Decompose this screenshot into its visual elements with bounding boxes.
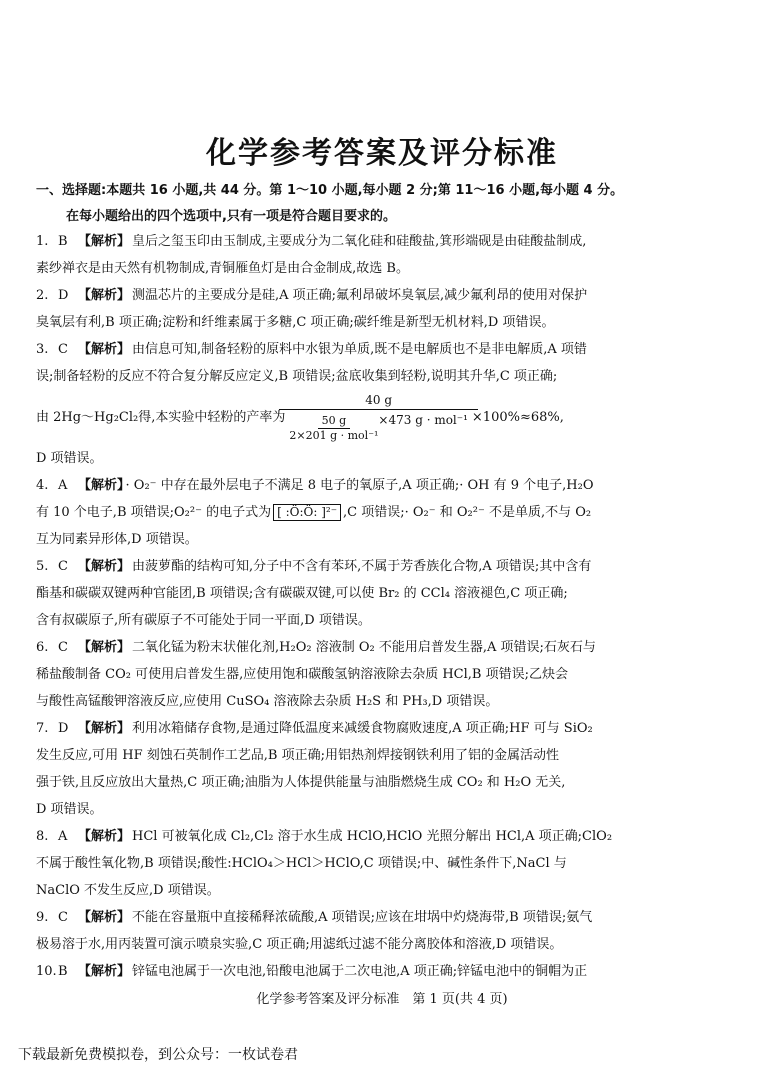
answer-item-6 — [36, 634, 732, 715]
page-footer: 化学参考答案及评分标准 第 1 页(共 4 页) — [256, 992, 508, 1007]
answer-item-8 — [36, 823, 732, 904]
analysis-tag: 【解析】 — [78, 342, 131, 357]
question-number: 8. — [36, 829, 49, 844]
answer-item-5 — [36, 553, 732, 634]
analysis-text: D 项错误。 — [36, 451, 103, 466]
fraction — [289, 392, 468, 443]
fraction-numerator: 40 g — [279, 392, 478, 410]
analysis-text: 锌锰电池属于一次电池,铅酸电池属于二次电池,A 项正确;锌锰电池中的铜帽为正 — [132, 964, 588, 979]
analysis-text: 发生反应,可用 HF 刻蚀石英制作工艺品,B 项正确;用铝热剂焊接钢铁利用了铝的金属活动性 — [36, 748, 559, 763]
inner-numerator: 50 g — [318, 414, 351, 429]
electron-formula: [ :Ö:Ö: ]²⁻ — [273, 504, 341, 521]
question-number: 1. — [36, 234, 49, 249]
inner-fraction — [289, 414, 378, 443]
question-number: 3. — [36, 342, 49, 357]
answer-letter: C — [58, 342, 68, 357]
analysis-text: 与酸性高锰酸钾溶液反应,应使用 CuSO₄ 溶液除去杂质 H₂S 和 PH₃,D 项错误。 — [36, 694, 499, 709]
analysis-tag: 【解析】 — [78, 640, 131, 655]
section-heading — [36, 178, 746, 230]
formula-prefix: 由 2Hg～Hg₂Cl₂得,本实验中轻粉的产率为 — [36, 410, 286, 425]
analysis-tag: 【解析】 — [78, 829, 131, 844]
analysis-text: 由信息可知,制备轻粉的原料中水银为单质,既不是电解质也不是非电解质,A 项错 — [132, 342, 587, 357]
answer-letter: D — [58, 721, 69, 736]
analysis-tag: 【解析】 — [78, 910, 131, 925]
analysis-text: 利用冰箱储存食物,是通过降低温度来减缓食物腐败速度,A 项正确;HF 可与 SiO₂ — [132, 721, 593, 736]
question-number: 9. — [36, 910, 49, 925]
analysis-text: 臭氧层有利,B 项正确;淀粉和纤维素属于多糖,C 项正确;碳纤维是新型无机材料,D 项错误。 — [36, 315, 555, 330]
answer-letter: A — [58, 478, 68, 493]
promo-text: 下载最新免费模拟卷，到公众号：一枚试卷君 — [18, 1047, 298, 1063]
analysis-text: 极易溶于水,用丙装置可演示喷泉实验,C 项正确;用滤纸过滤不能分离胶体和溶液,D 项错误。 — [36, 937, 563, 952]
section-heading-line1: 一、选择题:本题共 16 小题,共 44 分。第 1～10 小题,每小题 2 分;第 11～16 小题,每小题 4 分。 — [36, 183, 624, 198]
analysis-tag: 【解析】 — [78, 478, 124, 493]
question-number: 6. — [36, 640, 49, 655]
question-number: 5. — [36, 559, 49, 574]
formula-suffix: ×100%≈68%, — [471, 410, 564, 425]
analysis-text: 酯基和碳碳双键两种官能团,B 项错误;含有碳碳双键,可以使 Br₂ 的 CCl₄ 溶液褪色,C 项正确; — [36, 586, 568, 601]
inner-denominator: 2×201 g · mol⁻¹ — [289, 429, 379, 442]
section-heading-line2: 在每小题给出的四个选项中,只有一项是符合题目要求的。 — [66, 209, 396, 224]
analysis-text: · O₂⁻ 中存在最外层电子不满足 8 电子的氧原子,A 项正确;· OH 有 9 个电子,H₂O — [125, 478, 594, 493]
analysis-text: 素纱禅衣是由天然有机物制成,青铜雁鱼灯是由合金制成,故选 B。 — [36, 261, 409, 276]
analysis-text: 皇后之玺玉印由玉制成,主要成分为二氧化硅和硅酸盐,箕形端砚是由硅酸盐制成, — [132, 234, 587, 249]
answer-letter: C — [58, 559, 68, 574]
answer-list — [36, 228, 732, 985]
answer-item-1 — [36, 228, 732, 282]
analysis-text: D 项错误。 — [36, 802, 103, 817]
analysis-tag: 【解析】 — [78, 721, 131, 736]
analysis-tag: 【解析】 — [78, 234, 131, 249]
analysis-tag: 【解析】 — [78, 288, 131, 303]
analysis-text: 稀盐酸制备 CO₂ 可使用启普发生器,应使用饱和碳酸氢钠溶液除去杂质 HCl,B 项错误;乙炔会 — [36, 667, 568, 682]
answer-item-9 — [36, 904, 732, 958]
answer-letter: C — [58, 640, 68, 655]
analysis-text: 测温芯片的主要成分是硅,A 项正确;氟利昂破坏臭氧层,减少氟利昂的使用对保护 — [132, 288, 588, 303]
fraction-denominator — [289, 410, 468, 443]
page-title: 化学参考答案及评分标准 — [206, 136, 558, 171]
answer-item-3 — [36, 336, 732, 472]
analysis-text: 不能在容量瓶中直接稀释浓硫酸,A 项错误;应该在坩埚中灼烧海带,B 项错误;氨气 — [132, 910, 593, 925]
analysis-tag: 【解析】 — [78, 559, 131, 574]
answer-item-2 — [36, 282, 732, 336]
question-number: 7. — [36, 721, 49, 736]
analysis-text: 不属于酸性氧化物,B 项错误;酸性:HClO₄＞HCl＞HClO,C 项错误;中、碱性条件下,NaCl 与 — [36, 856, 567, 871]
analysis-text: HCl 可被氧化成 Cl₂,Cl₂ 溶于水生成 HClO,HClO 光照分解出 HCl,A 项正确;ClO₂ — [132, 829, 613, 844]
analysis-text: 误;制备轻粉的反应不符合复分解反应定义,B 项错误;盆底收集到轻粉,说明其升华,C 项正确; — [36, 369, 558, 384]
analysis-text: 由菠萝酯的结构可知,分子中不含有苯环,不属于芳香族化合物,A 项错误;其中含有 — [132, 559, 592, 574]
question-number: 10. — [36, 964, 57, 979]
question-number: 4. — [36, 478, 49, 493]
answer-letter: B — [58, 964, 68, 979]
analysis-text: NaClO 不发生反应,D 项错误。 — [36, 883, 220, 898]
answer-item-10 — [36, 958, 732, 985]
answer-item-4 — [36, 472, 732, 553]
analysis-tag: 【解析】 — [78, 964, 131, 979]
analysis-text: 强于铁,且反应放出大量热,C 项正确;油脂为人体提供能量与油脂燃烧生成 CO₂ 和 H₂O 无关, — [36, 775, 566, 790]
answer-letter: A — [58, 829, 68, 844]
analysis-text: 互为同素异形体,D 项错误。 — [36, 532, 198, 547]
analysis-text: ,C 项错误;· O₂⁻ 和 O₂²⁻ 不是单质,不与 O₂ — [343, 505, 592, 520]
analysis-text: 有 10 个电子,B 项错误;O₂²⁻ 的电子式为 — [36, 505, 272, 520]
answer-item-7 — [36, 715, 732, 823]
answer-letter: D — [58, 288, 69, 303]
question-number: 2. — [36, 288, 49, 303]
denominator-tail: ×473 g · mol⁻¹ — [378, 413, 468, 427]
analysis-text: 含有叔碳原子,所有碳原子不可能处于同一平面,D 项错误。 — [36, 613, 371, 628]
answer-letter: B — [58, 234, 68, 249]
analysis-text: 二氧化锰为粉末状催化剂,H₂O₂ 溶液制 O₂ 不能用启普发生器,A 项错误;石灰石与 — [132, 640, 596, 655]
answer-letter: C — [58, 910, 68, 925]
yield-formula — [36, 392, 732, 443]
